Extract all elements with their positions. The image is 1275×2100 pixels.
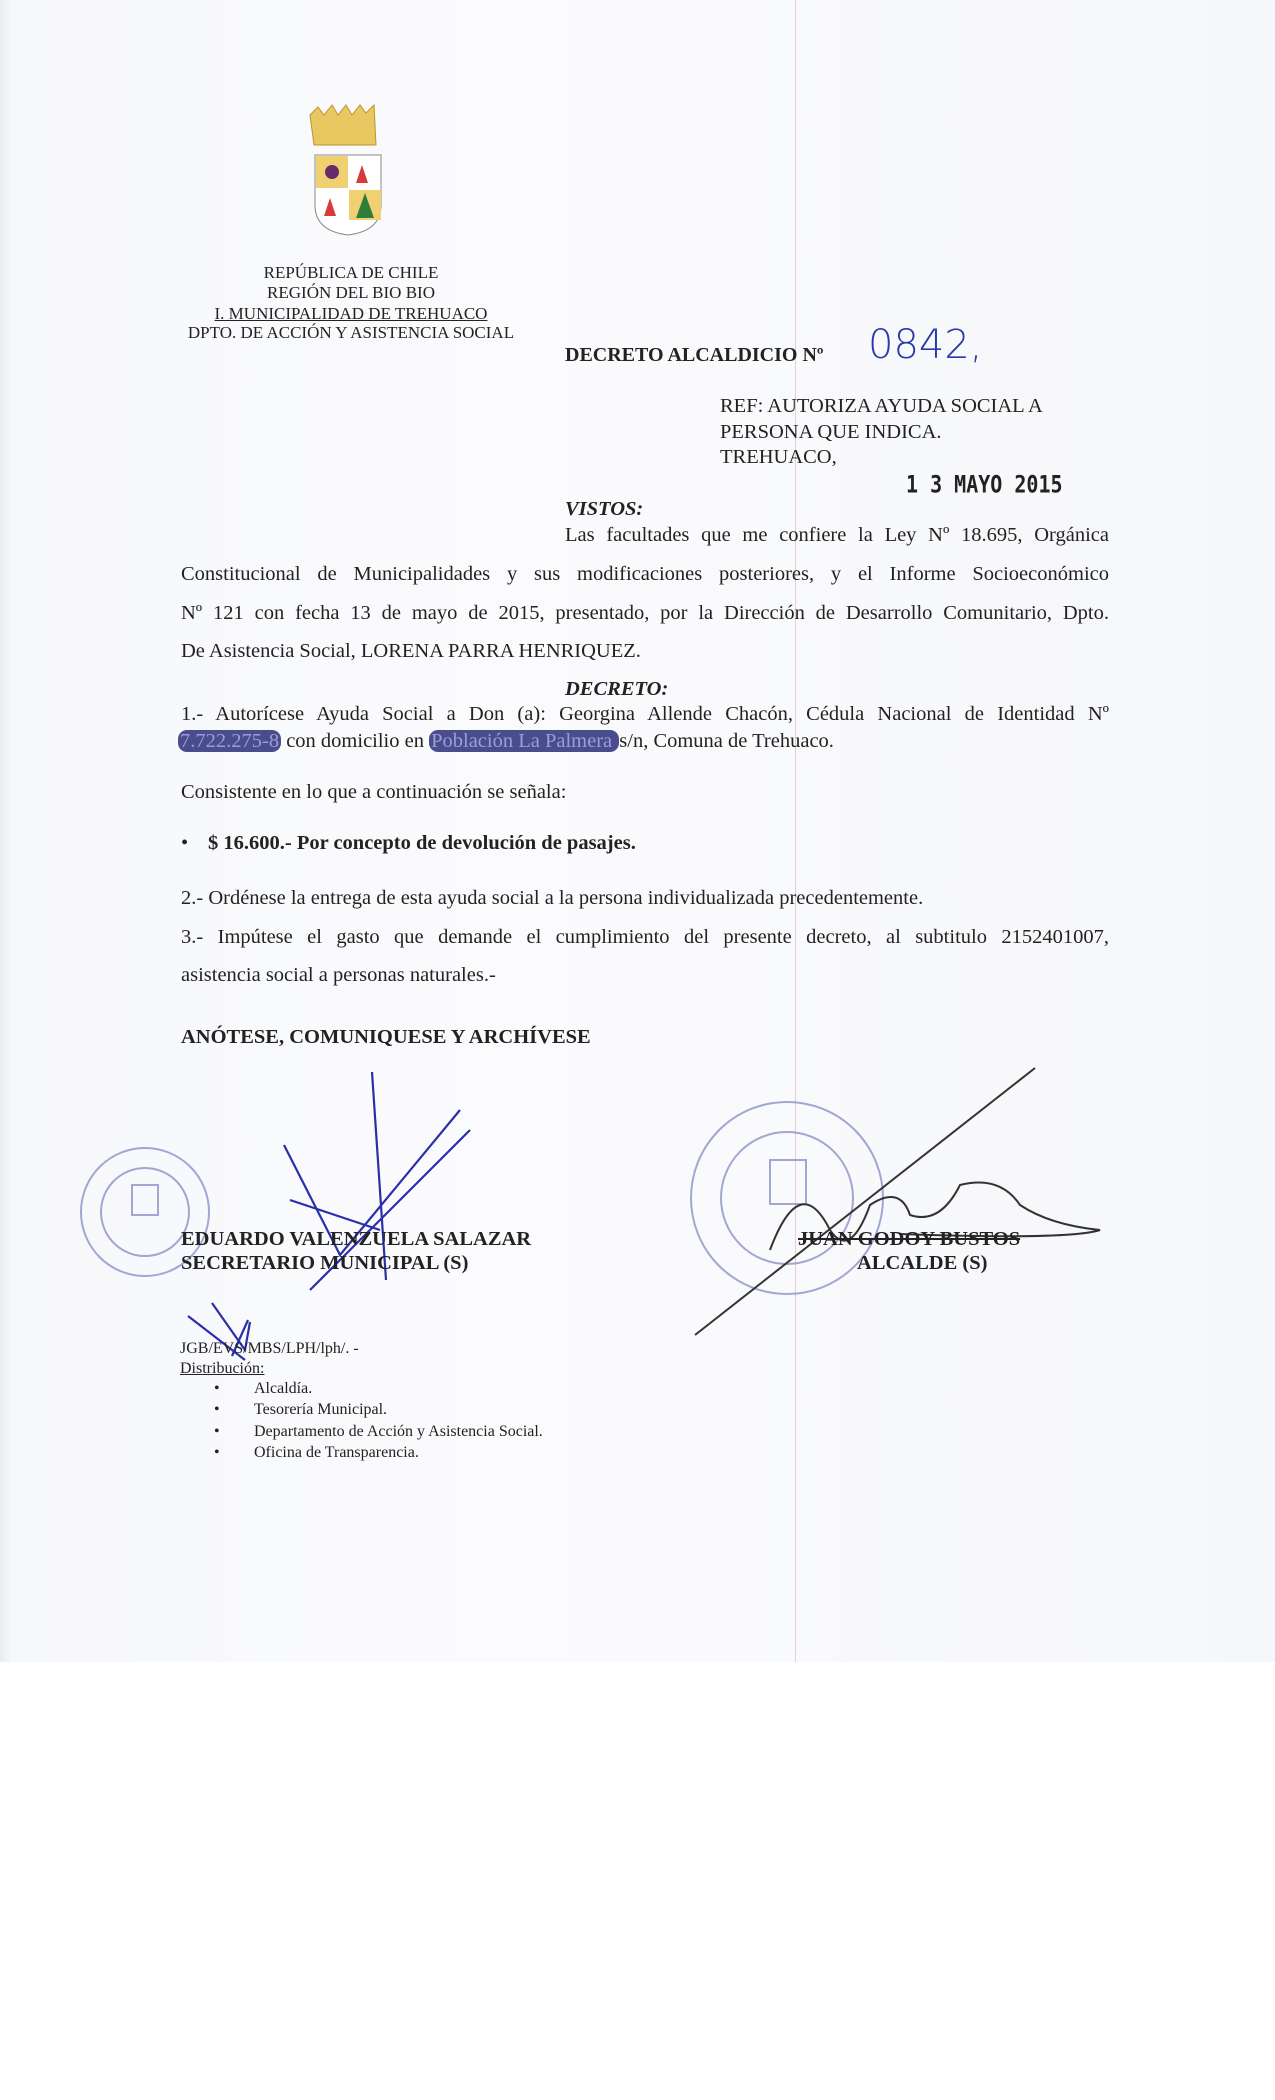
distribution-item: • Alcaldía. — [214, 1380, 313, 1397]
ref-city: TREHUACO, — [720, 446, 837, 468]
right-stamp — [691, 1102, 883, 1294]
decreto-label: DECRETO: — [565, 678, 669, 700]
initials-line: JGB/EVS/MBS/LPH/lph/. - — [180, 1340, 359, 1357]
distribution-item: • Oficina de Transparencia. — [214, 1444, 419, 1461]
decreto-p1-line1: 1.- Autorícese Ayuda Social a Don (a): Georgina Allende Chacón, Cédula Nacional de Identidad Nº — [181, 703, 1109, 725]
right-signatory-title: ALCALDE (S) — [857, 1252, 988, 1274]
decreto-p3-line2: asistencia social a personas naturales.- — [181, 964, 496, 986]
municipal-crest-logo — [310, 105, 381, 235]
redacted-rut — [178, 730, 281, 752]
p1-end-text: s/n, Comuna de Trehuaco. — [619, 730, 834, 752]
decree-number: 0842, — [868, 322, 983, 368]
left-signatory-name: EDUARDO VALENZUELA SALAZAR — [181, 1228, 532, 1250]
distribution-item-text: Oficina de Transparencia. — [254, 1444, 419, 1461]
distribution-item-text: Departamento de Acción y Asistencia Social. — [254, 1423, 543, 1440]
decreto-p2: 2.- Ordénese la entrega de esta ayuda social a la persona individualizada precedentemente. — [181, 887, 924, 909]
vistos-line-1: Las facultades que me confiere la Ley Nº 18.695, Orgánica — [565, 524, 1109, 546]
amount-text: $ 16.600.- Por concepto de devolución de pasajes. — [208, 832, 636, 854]
ref-line-1: REF: AUTORIZA AYUDA SOCIAL A — [720, 395, 1043, 417]
p1-mid-text: con domicilio en — [281, 730, 430, 752]
distribution-item: • Tesorería Municipal. — [214, 1401, 388, 1418]
decree-title: DECRETO ALCALDICIO Nº — [565, 344, 824, 366]
redacted-address — [429, 730, 619, 752]
decreto-p3-line1: 3.- Impútese el gasto que demande el cumplimiento del presente decreto, al subtitulo 2152401007, — [181, 926, 1109, 948]
vistos-line-3: Nº 121 con fecha 13 de mayo de 2015, presentado, por la Dirección de Desarrollo Comunitario, Dpto. — [181, 602, 1109, 624]
distribution-item-text: Alcaldía. — [254, 1380, 313, 1397]
distribution-label: Distribución: — [180, 1360, 265, 1377]
rut-text: 7.722.275-8 — [180, 730, 280, 752]
address-text: Población La Palmera — [431, 730, 618, 752]
left-signatory-title: SECRETARIO MUNICIPAL (S) — [181, 1252, 469, 1274]
vistos-line-4: De Asistencia Social, LORENA PARRA HENRIQUEZ. — [181, 640, 641, 662]
bullet-dot: • — [181, 832, 189, 854]
distribution-item: • Departamento de Acción y Asistencia Social. — [214, 1423, 543, 1440]
header-line-department: DPTO. DE ACCIÓN Y ASISTENCIA SOCIAL — [187, 323, 515, 342]
bullet-amount — [181, 832, 636, 855]
date-stamp: 1 3 MAYO 2015 — [906, 469, 1063, 499]
distribution-item-text: Tesorería Municipal. — [254, 1401, 388, 1418]
header-line-region: REGIÓN DEL BIO BIO — [267, 283, 435, 302]
header-line-republic: REPÚBLICA DE CHILE — [263, 263, 439, 282]
vistos-label: VISTOS: — [565, 498, 644, 520]
header-line-municipality: I. MUNICIPALIDAD DE TREHUACO — [214, 304, 488, 323]
vistos-line-2: Constitucional de Municipalidades y sus modificaciones posteriores, y el Informe Socioeconómico — [181, 563, 1109, 585]
ref-line-2: PERSONA QUE INDICA. — [720, 421, 942, 443]
right-signatory-name: JUAN GODOY BUSTOS — [798, 1228, 1021, 1250]
closing-text: ANÓTESE, COMUNIQUESE Y ARCHÍVESE — [181, 1026, 591, 1048]
decreto-p1-line2 — [178, 730, 834, 753]
consistente-text: Consistente en lo que a continuación se señala: — [181, 781, 567, 803]
